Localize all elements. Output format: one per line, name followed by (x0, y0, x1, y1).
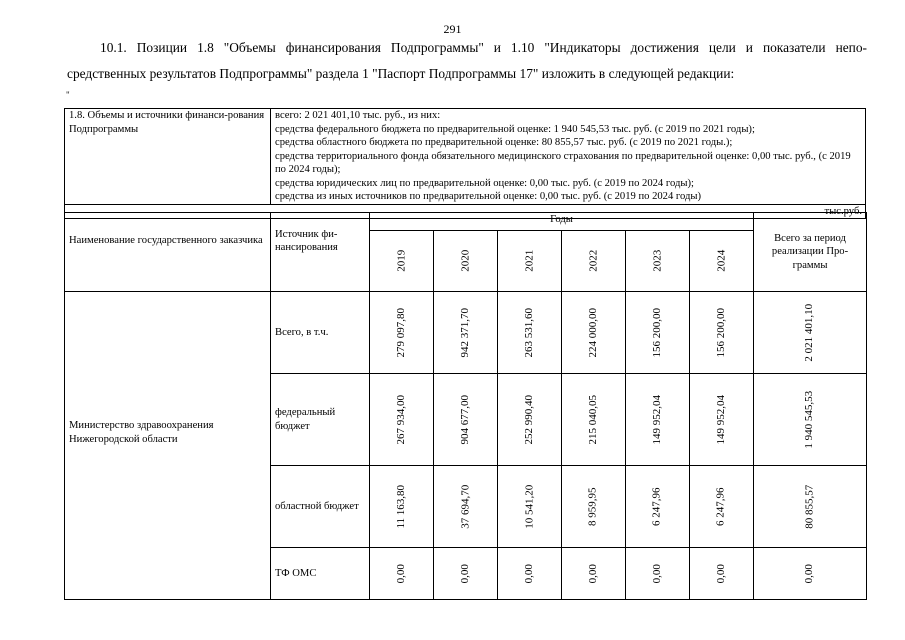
value-cell (370, 466, 434, 548)
financing-table (64, 212, 867, 600)
value-cell (690, 466, 754, 548)
passport-line: средства федерального бюджета по предварительной оценке: 1 940 545,53 тыс. руб. (с 2019 по 2021 годы); (275, 123, 755, 135)
year-label: 2021 (522, 250, 535, 272)
year-label: 2019 (394, 250, 407, 272)
value-cell (434, 548, 498, 600)
header-year (370, 231, 434, 292)
source-cell: ТФ ОМС (271, 548, 370, 600)
passport-line: средства юридических лиц по предварительной оценке: 0,00 тыс. руб. (с 2019 по 2024 годы); (275, 177, 694, 189)
value-text: 267 934,00 (394, 394, 407, 445)
header-year (562, 231, 626, 292)
header-customer: Наименование государственного заказчика (65, 213, 271, 292)
year-label: 2020 (458, 250, 471, 272)
value-cell (626, 466, 690, 548)
value-text: 6 247,96 (714, 487, 727, 526)
passport-line: всего: 2 021 401,10 тыс. руб., из них: (275, 110, 441, 121)
header-year (434, 231, 498, 292)
value-text: 0,00 (586, 563, 599, 584)
value-cell (498, 292, 562, 374)
value-text: 0,00 (522, 563, 535, 584)
total-text: 80 855,57 (803, 484, 816, 529)
value-text: 942 371,70 (458, 307, 471, 358)
header-years-group: Годы (370, 213, 754, 231)
value-cell (434, 374, 498, 466)
value-cell (626, 548, 690, 600)
value-text: 0,00 (394, 563, 407, 584)
value-cell (690, 374, 754, 466)
value-cell (626, 374, 690, 466)
table-row (65, 292, 867, 374)
value-text: 156 200,00 (714, 307, 727, 358)
value-cell (690, 292, 754, 374)
header-row-1 (65, 213, 867, 231)
passport-line: средства областного бюджета по предварительной оценке: 80 855,57 тыс. руб. (с 2019 по 2021 годы.); (275, 137, 733, 148)
value-cell (498, 374, 562, 466)
value-text: 215 040,05 (586, 394, 599, 445)
passport-line: средства из иных источников по предварительной оценке: 0,00 тыс. руб. (с 2019 по 2024 годы) (275, 191, 702, 202)
value-text: 156 200,00 (650, 307, 663, 358)
value-cell (370, 548, 434, 600)
value-text: 149 952,04 (650, 394, 663, 445)
header-year (690, 231, 754, 292)
passport-row (65, 109, 866, 205)
unit-label: тыс.руб. (65, 204, 866, 219)
value-text: 149 952,04 (714, 394, 727, 445)
customer-name: Министерство здравоохранения Нижегородской области (65, 292, 271, 600)
source-cell: областной бюджет (271, 466, 370, 548)
value-cell (562, 548, 626, 600)
total-text: 1 940 545,53 (803, 390, 816, 449)
header-year (498, 231, 562, 292)
total-cell (754, 374, 867, 466)
value-text: 0,00 (714, 563, 727, 584)
value-text: 0,00 (458, 563, 471, 584)
passport-label: 1.8. Объемы и источники финанси-рования Подпрограммы (65, 109, 271, 205)
value-cell (434, 292, 498, 374)
value-text: 11 163,80 (394, 484, 407, 529)
total-cell (754, 466, 867, 548)
value-text: 6 247,96 (650, 487, 663, 526)
intro-paragraph-line-1: 10.1. Позиции 1.8 "Объемы финансирования Подпрограммы" и 1.10 "Индикаторы достижения цели и показатели непо- (100, 40, 867, 55)
value-text: 37 694,70 (458, 484, 471, 529)
value-text: 904 677,00 (458, 394, 471, 445)
total-cell (754, 548, 867, 600)
header-source: Источник фи-нансирования (271, 213, 370, 292)
value-cell (562, 292, 626, 374)
value-text: 252 990,40 (522, 394, 535, 445)
year-label: 2023 (650, 250, 663, 272)
value-cell (626, 292, 690, 374)
value-text: 279 097,80 (394, 307, 407, 358)
year-label: 2024 (714, 250, 727, 272)
value-text: 224 000,00 (586, 307, 599, 358)
year-label: 2022 (586, 250, 599, 272)
value-text: 0,00 (650, 563, 663, 584)
header-year (626, 231, 690, 292)
passport-line: средства территориального фонда обязательного медицинского страхования по предварительной оценке: 0,00 тыс. руб., (с 2019 по 2024 годы); (275, 150, 851, 175)
page-number: 291 (443, 22, 462, 36)
value-cell (498, 548, 562, 600)
passport-table (64, 108, 866, 219)
passport-details (271, 109, 866, 205)
value-cell (434, 466, 498, 548)
value-cell (562, 466, 626, 548)
header-total: Всего за период реализации Про-граммы (754, 213, 867, 292)
value-text: 10 541,20 (522, 484, 535, 529)
value-text: 8 959,95 (586, 487, 599, 526)
value-cell (690, 548, 754, 600)
value-cell (498, 466, 562, 548)
total-text: 2 021 401,10 (803, 303, 816, 362)
total-cell (754, 292, 867, 374)
intro-paragraph-line-2: средственных результатов Подпрограммы" раздела 1 "Паспорт Подпрограммы 17" изложить в следующей редакции: (67, 66, 735, 81)
source-cell: федеральный бюджет (271, 374, 370, 466)
total-text: 0,00 (803, 563, 816, 584)
value-cell (562, 374, 626, 466)
value-cell (370, 374, 434, 466)
opening-quote: " (66, 90, 70, 100)
source-cell: Всего, в т.ч. (271, 292, 370, 374)
value-cell (370, 292, 434, 374)
value-text: 263 531,60 (522, 307, 535, 358)
